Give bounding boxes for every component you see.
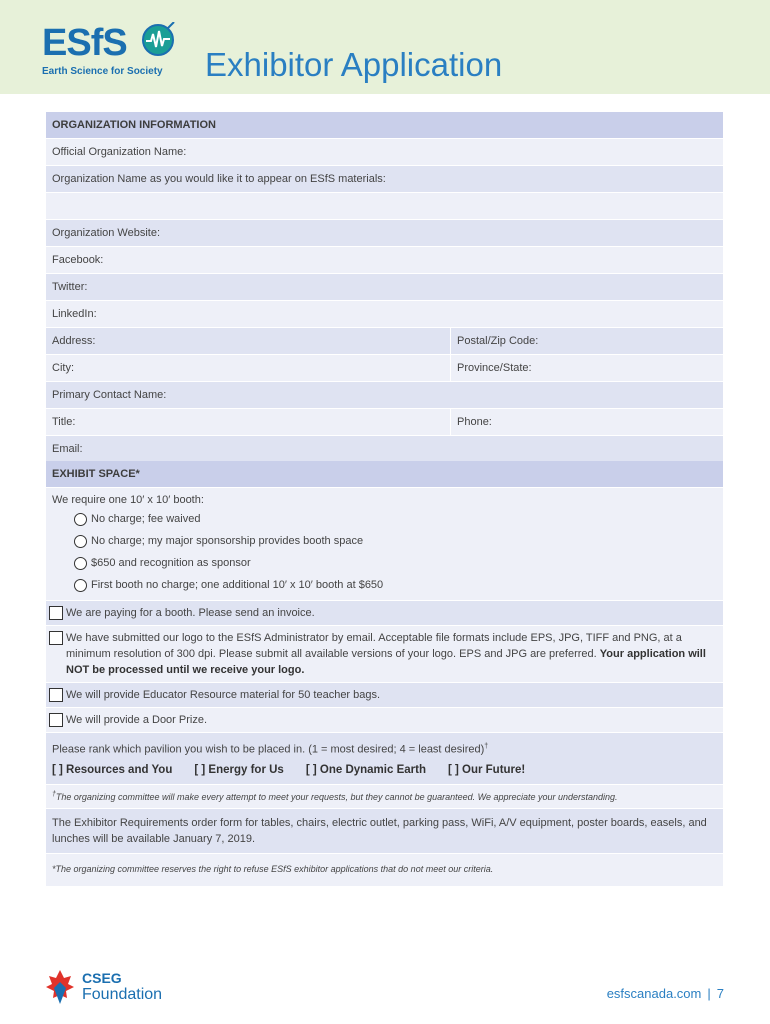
footer-site: esfscanada.com | 7 [606,986,724,1001]
linkedin-field[interactable]: LinkedIn: [46,301,723,327]
logo-warning: Your application will NOT be processed until we receive your logo. [66,648,706,676]
checkbox[interactable] [49,688,63,702]
city-field[interactable]: City: [46,355,450,381]
logo-instructions: We have submitted our logo to the ESfS Administrator by email. Acceptable file formats include EPS, JPG, TIFF and PNG, at a minimum resolution of 300 dpi. Please submit all available versions of your logo. EPS and JPG are preferred. [66,632,682,660]
twitter-field[interactable]: Twitter: [46,274,723,300]
section-heading: ORGANIZATION INFORMATION [46,112,723,138]
pavilion-ranking: Please rank which pavilion you wish to be placed in. (1 = most desired; 4 = least desired)† [ ] Resources and You [ ] Energy for Us [ ] One Dynamic Earth [ ] Our Future! [46,733,723,784]
maple-leaf-icon [44,968,76,1006]
booth-option[interactable]: No charge; fee waived [46,508,723,530]
radio-button[interactable] [74,535,87,548]
phone-field[interactable]: Phone: [451,409,723,435]
display-name-line2[interactable] [46,193,723,219]
booth-option[interactable]: $650 and recognition as sponsor [46,552,723,574]
requirements-note: The Exhibitor Requirements order form for tables, chairs, electric outlet, parking pass, WiFi, A/V equipment, poster boards, easels, and lunches will be available January 7, 2019. [46,809,723,853]
globe-icon [140,22,176,58]
province-field[interactable]: Province/State: [451,355,723,381]
booth-option[interactable]: First booth no charge; one additional 10′ x 10′ booth at $650 [46,574,723,596]
pavilion-option[interactable]: [ ] Energy for Us [194,763,284,776]
logo-option[interactable] [46,626,723,682]
pavilion-option[interactable]: [ ] Our Future! [447,763,526,776]
educator-option[interactable]: We will provide Educator Resource material for 50 teacher bags. [46,683,723,707]
pavilion-option[interactable]: [ ] One Dynamic Earth [305,763,426,776]
booth-options [46,488,723,600]
pavilion-option[interactable]: [ ] Resources and You [52,763,173,776]
invoice-option[interactable]: We are paying for a booth. Please send an invoice. [46,601,723,625]
organization-section [46,112,723,463]
title-field[interactable]: Title: [46,409,450,435]
esfs-logo [42,12,192,82]
radio-button[interactable] [74,557,87,570]
booth-option[interactable]: No charge; my major sponsorship provides booth space [46,530,723,552]
official-name-field[interactable]: Official Organization Name: [46,139,723,165]
email-field[interactable]: Email: [46,436,723,462]
postal-field[interactable]: Postal/Zip Code: [451,328,723,354]
cseg-logo [44,968,174,1008]
page-number: 7 [716,986,724,1001]
logo-subtitle: Earth Science for Society [42,66,163,77]
booth-requirement: We require one 10′ x 10′ booth: [52,494,204,506]
dagger-note: †The organizing committee will make every attempt to meet your requests, but they cannot be guaranteed. We appreciate your understanding. [46,785,723,808]
site-link[interactable]: esfscanada.com [606,986,702,1001]
foundation-wordmark: Foundation [82,986,163,1003]
page-title: Exhibitor Application [205,46,503,83]
checkbox[interactable] [49,606,63,620]
checkbox[interactable] [49,631,63,645]
facebook-field[interactable]: Facebook: [46,247,723,273]
checkbox[interactable] [49,713,63,727]
display-name-field[interactable]: Organization Name as you would like it to appear on ESfS materials: [46,166,723,192]
address-field[interactable]: Address: [46,328,450,354]
radio-button[interactable] [74,513,87,526]
disclaimer: *The organizing committee reserves the right to refuse ESfS exhibitor applications that do not meet our criteria. [46,854,723,886]
page-header [0,0,770,94]
contact-field[interactable]: Primary Contact Name: [46,382,723,408]
exhibit-section [46,461,723,887]
radio-button[interactable] [74,579,87,592]
logo-wordmark: ESfS [42,22,127,64]
website-field[interactable]: Organization Website: [46,220,723,246]
door-prize-option[interactable]: We will provide a Door Prize. [46,708,723,732]
cseg-wordmark: CSEG [82,970,122,986]
section-heading: EXHIBIT SPACE* [46,461,723,487]
rank-instructions: Please rank which pavilion you wish to be placed in. (1 = most desired; 4 = least desired) [52,743,485,756]
